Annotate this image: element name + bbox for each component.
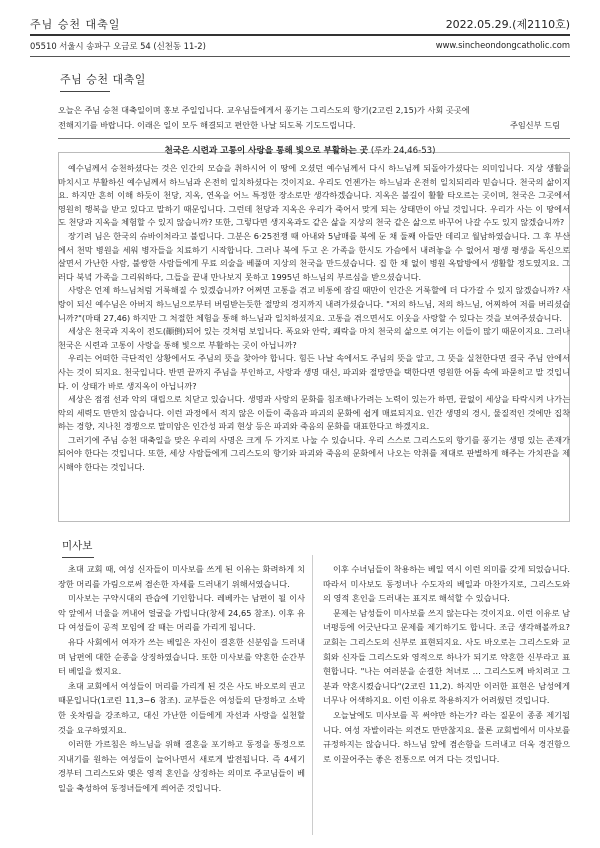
- paragraph: 미사보는 구약시대의 관습에 기인합니다. 레베카는 남편이 될 이사악 앞에서 너울을 꺼내어 얼굴을 가립니다(창세 24,65 참조). 이후 유다 여성들이 공적 모임에 갈 때는 머리를 가리게 됩니다.: [58, 593, 305, 633]
- section-title-text: 주님 승천 대축일: [60, 73, 146, 86]
- paragraph: 세상은 천국과 지옥이 전도(顚倒)되어 있는 것처럼 보입니다. 폭요와 안락, 쾌락을 마치 천국의 삶으로 여기는 이들이 많기 때문이지요. 그러나 천국은 시련과 고통이 사랑을 통해 빛으로 부활하는 곳이 아닙니까?: [58, 326, 570, 350]
- paragraph: 문제는 남성들이 미사보를 쓰지 않는다는 것이지요. 이런 이유로 남녀평등에 어긋난다고 문제를 제기하기도 합니다. 조금 생각해볼까요? 교회는 그리스도의 신부로 표현되지요. 사도 바오로는 그리스도와 교회와 신자들 그리스도와 영적으로 하나가 되기로 약혼한 신부라고 표현합니다. "나는 여러분을 순결한 처녀로 … 그리스도께 바치려고 그분과 약혼시켰습니다"(2코린 11,2). 하지만 이러한 표현은 남성에게 너무나 어색하지요. 이런 이유로 착용하지가 어려웠던 것입니다.: [323, 607, 570, 706]
- paragraph: 세상은 점점 선과 악의 대립으로 치닫고 있습니다. 생명과 사랑의 문화를 침조해나가려는 노력이 있는가 하면, 끝없이 세상을 타락시켜 나가는 악의 세력도 만만치 않습니다. 이런 과정에서 적지 않은 이들이 죽음과 파괴의 문화에 쉽게 매료되지요. 인간 생명의 경시, 물질적인 것에만 집착하는 경향, 지나친 경쟁으로 말미암은 인간성 파괴 현상 등은 파괴와 죽음의 문화를 대표한다고 하겠지요.: [58, 394, 570, 432]
- paragraph: 이러한 가르침은 하느님을 위해 결혼을 포기하고 동정을 통정으로 지내기를 원하는 여성들이 늘어나면서 새로게 발전됩니다. 즉 4세기경부터 그리스도와 맺은 영적 혼인을 상징하는 의미로 주교님들이 베일을 축성하여 동정녀들에게 씌어준 것입니다.: [58, 739, 305, 793]
- page-header: [30, 14, 570, 32]
- paragraph: 사랑은 언제 하느님처럼 거룩해질 수 있겠습니까? 어쩌면 고통을 겪고 비통에 잠길 때만이 인간은 거룩할에 더 다가갈 수 있지 않겠습니까? 사랑이 되신 예수님은 아버지 하느님으로부터 버림받는듯한 절망의 경지까지 내려가셨습니다. "저의 하느님, 저의 하느님, 어찌하여 저를 버리셨습니까?"(마태 27,46) 하지만 그 처절한 체험을 통해 하느님과 일치하셨지요. 고통을 겪으면서도 이웃을 사랑할 수 있다는 것을 보여주셨습니다.: [58, 285, 570, 323]
- homily-title: 천국은 시련과 고통이 사랑을 통해 빛으로 부활하는 곳: [164, 146, 369, 156]
- pastor-greeting: [58, 103, 560, 133]
- misabo-column-left: [58, 562, 305, 842]
- paragraph: 우리는 어떠한 극단적인 상황에서도 주님의 뜻을 찾아야 합니다. 힘든 나날 속에서도 주님의 뜻을 알고, 그 뜻을 실천한다면 결국 주님 안에서 사는 것이 되지요. 천국입니다. 반면 끝까지 주님을 부인하고, 사랑과 생명 대신, 파괴와 절망만을 택한다면 영원한 어둠 속에 파묻히고 말 것입니다. 이 상태가 바로 생지옥이 아닙니까?: [58, 353, 570, 391]
- header-sub: [30, 40, 570, 54]
- header-rule: [30, 34, 570, 36]
- misabo-title-underline: [62, 557, 94, 558]
- section-divider: [58, 138, 570, 139]
- issue-date: 2022.05.29.(제2110호): [445, 18, 570, 31]
- misabo-title: [62, 538, 94, 558]
- paragraph: 그러기에 주님 승천 대축일을 맞은 우리의 사명은 크게 두 가지로 나눌 수 있습니다. 우리 스스로 그리스도의 향기를 풍기는 생명 있는 존재가 되어야 한다는 것입니다. 또한, 세상 사람들에게 그리스도의 향기와 파괴와 죽음의 문화에서 나오는 악취를 제대로 판별하게 해주는 가치관을 제시해야 한다는 것입니다.: [58, 434, 570, 473]
- subheader-rule: [30, 56, 570, 57]
- bulletin-title: 주님 승천 대축일: [30, 18, 121, 31]
- homily-body: [58, 162, 570, 475]
- greeting-line-1: 오늘은 주님 승천 대축일이며 홍보 주일입니다. 교우님들에게서 풍기는 그리스도의 향기(2고린 2,15)가 사회 곳곳에: [58, 105, 470, 115]
- misabo-columns: [58, 562, 570, 842]
- parish-address: 05510 서울시 송파구 오금로 54 (신천동 11-2): [30, 41, 206, 51]
- greeting-line-2: 전해지기를 바랍니다. 이래은 일이 모두 해결되고 편안한 나날 되도록 기도드립니다.: [58, 120, 356, 130]
- section-title: [60, 71, 146, 92]
- homily-title-row: [0, 144, 600, 156]
- parish-website[interactable]: www.sincheondongcatholic.com: [435, 40, 570, 50]
- greeting-signature: 주임신부 드림: [509, 120, 560, 130]
- homily-reference: (루카 24,46-53): [370, 146, 436, 156]
- paragraph: 이후 수녀님들이 착용하는 베일 역시 이런 의미를 갖게 되었습니다. 따라서 미사보도 동정녀나 수도자의 베일과 마찬가지로, 그리스도와의 영적 혼인을 드러내는 표지로 해석할 수 있습니다.: [323, 564, 570, 604]
- paragraph: 예수님께서 승천하셨다는 것은 인간의 모습을 취하시어 이 땅에 오셨던 예수님께서 다시 하느님께 되돌아가셨다는 의미입니다. 지상 생활을 마치시고 부활하신 예수님께서 하느님과 온전히 일치하셨다는 것이지요. 우리도 언젠가는 하느님과 온전히 일치되리라 믿습니다. 천국의 삶이지요. 하지만 흔히 이해 하듯이 천당, 지옥, 연옥을 어느 특정한 장소로만 생각하겠습니다. 지옥은 불길이 활활 타오르는 곳이며, 천국은 그곳에서 영원히 행복을 받고 있다고 말하기 때문입니다. 그런데 천당과 지옥은 우리가 죽어서 맞게 되는 상태만이 아닐 것입니다. 우리가 사는 이 땅에서도 천당과 지옥을 체험할 수 있지 않습니까? 또한, 그렇다면 생지옥과도 같은 삶을 지상의 천국 같은 삶으로 바꾸어 나갈 수도 있지 않겠습니까?: [58, 163, 570, 228]
- paragraph: 장기려 님은 한국의 슈바이처라고 불립니다. 그분은 6·25전쟁 때 아내와 5남매를 북에 둔 채 둘째 아들만 데리고 월남하였습니다. 그 후 부산에서 천막 병원을 세워 병자들을 치료하기 시작합니다. 그러나 북에 두고 온 가족을 한시도 가슴에서 내려놓을 수 없어서 평생 평생을 독신으로 살면서 가난한 사람, 불쌍한 사람들에게 무료 의술을 베풀며 지상의 천국을 만드셨습니다. 집 한 채 없이 병원 옥탑방에서 생활할 정도였지요. 그러다 북녘 가족을 그리워하다, 그들을 끝내 만나보지 못하고 1995년 하느님의 부르심을 받으셨습니다.: [58, 230, 570, 282]
- paragraph: 유다 사회에서 여자가 쓰는 베일은 자신이 결혼한 신분임을 드러내며 남편에 대한 순종을 상징하였습니다. 또한 미사보를 약혼한 순간부터 베일을 썼지요.: [58, 636, 305, 677]
- paragraph: 초대 교회에서 여성들이 머리를 가리게 된 것은 사도 바오로의 권고 때문입니다(1코린 11,3~6 참조). 교부들은 여성들의 단정하고 소박한 옷차림을 강조하고, 대신 가난한 이들에게 자선과 사랑을 실천할 것을 요구하였지요.: [58, 680, 305, 735]
- misabo-column-right: [323, 562, 570, 842]
- misabo-title-text: 미사보: [62, 540, 93, 552]
- section-title-underline: [60, 91, 110, 92]
- paragraph: 초대 교회 때, 여성 신자들이 미사보를 쓰게 된 이유는 화려하게 치장한 머리를 가림으로써 겸손한 자세를 드러내기 위해서였습니다.: [58, 564, 305, 589]
- paragraph: 오늘날에도 미사보를 꼭 써야만 하는가? 라는 질문이 종종 제기됩니다. 여성 자발이라는 의견도 만만찮지요. 물론 교회법에서 미사보를 규정하지는 않습니다. 하느님 앞에 겸손함을 드러내고 더욱 경건함으로 이끌어주는 좋은 전통으로 여겨 다는 것입니다.: [323, 709, 570, 764]
- greeting-line-2-row: [58, 118, 560, 133]
